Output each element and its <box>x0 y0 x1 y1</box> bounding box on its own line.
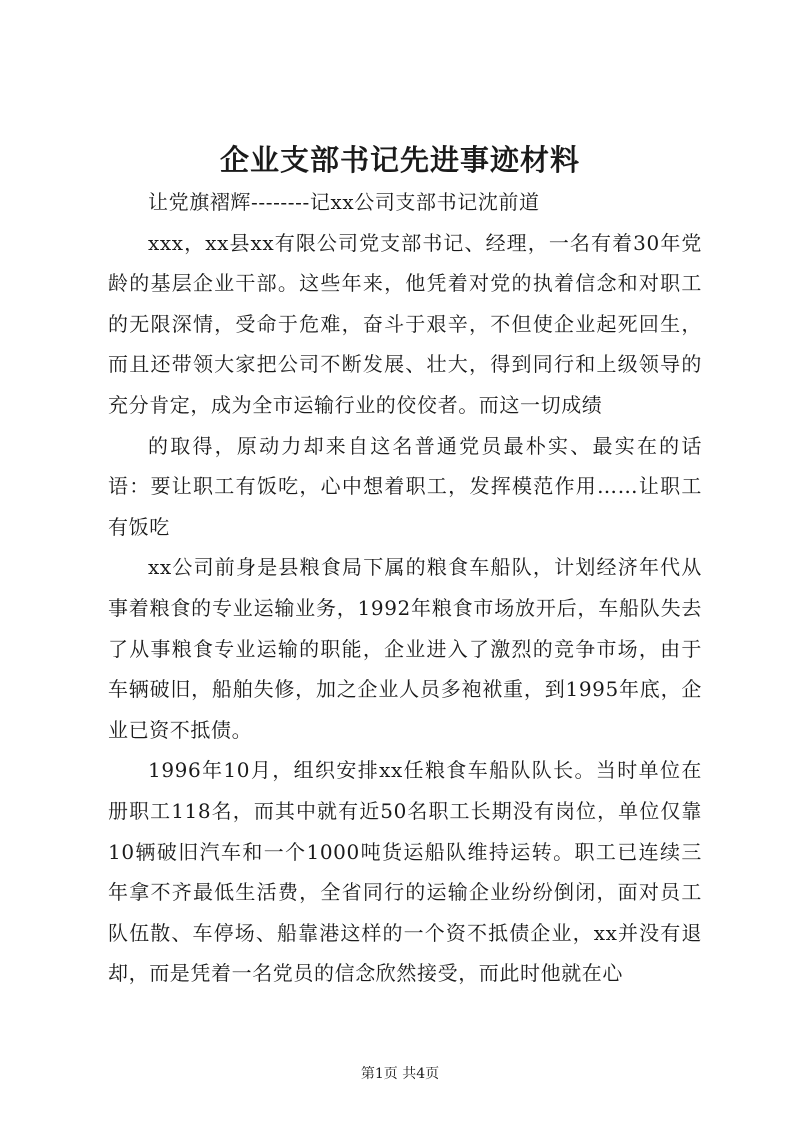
document-body <box>108 182 702 994</box>
body-paragraph: 1996年10月，组织安排xx任粮食车船队队长。当时单位在册职工118名，而其中就有近50名职工长期没有岗位，单位仅靠10辆破旧汽车和一个1000吨货运船队维持运转。职工已连续三年拿不齐最低生活费，全省同行的运输企业纷纷倒闭，面对员工队伍散、车停场、船靠港这样的一个资不抵债企业，xx并没有退却，而是凭着一名党员的信念欣然接受，而此时他就在心 <box>108 758 702 986</box>
body-paragraph: xxx，xx县xx有限公司党支部书记、经理，一名有着30年党龄的基层企业干部。这些年来，他凭着对党的执着信念和对职工的无限深情，受命于危难，奋斗于艰辛，不但使企业起死回生，而且还带领大家把公司不断发展、壮大，得到同行和上级领导的充分肯定，成为全市运输行业的佼佼者。而这一切成绩 <box>108 230 702 417</box>
subtitle-paragraph: 让党旗褶辉--------记xx公司支部书记沈前道 <box>148 190 540 214</box>
page-number-footer: 第1页 共4页 <box>360 1066 440 1082</box>
document-title: 企业支部书记先进事迹材料 <box>219 143 580 177</box>
body-paragraph: xx公司前身是县粮食局下属的粮食车船队，计划经济年代从事着粮食的专业运输业务，1992年粮食市场放开后，车船队失去了从事粮食专业运输的职能，企业进入了激烈的竞争市场，由于车辆破旧，船舶失修，加之企业人员多袍袱重，到1995年底，企业已资不抵债。 <box>108 555 702 742</box>
body-paragraph: 的取得，原动力却来自这名普通党员最朴实、最实在的话语：要让职工有饭吃，心中想着职工，发挥模范作用……让职工有饭吃 <box>108 433 702 539</box>
